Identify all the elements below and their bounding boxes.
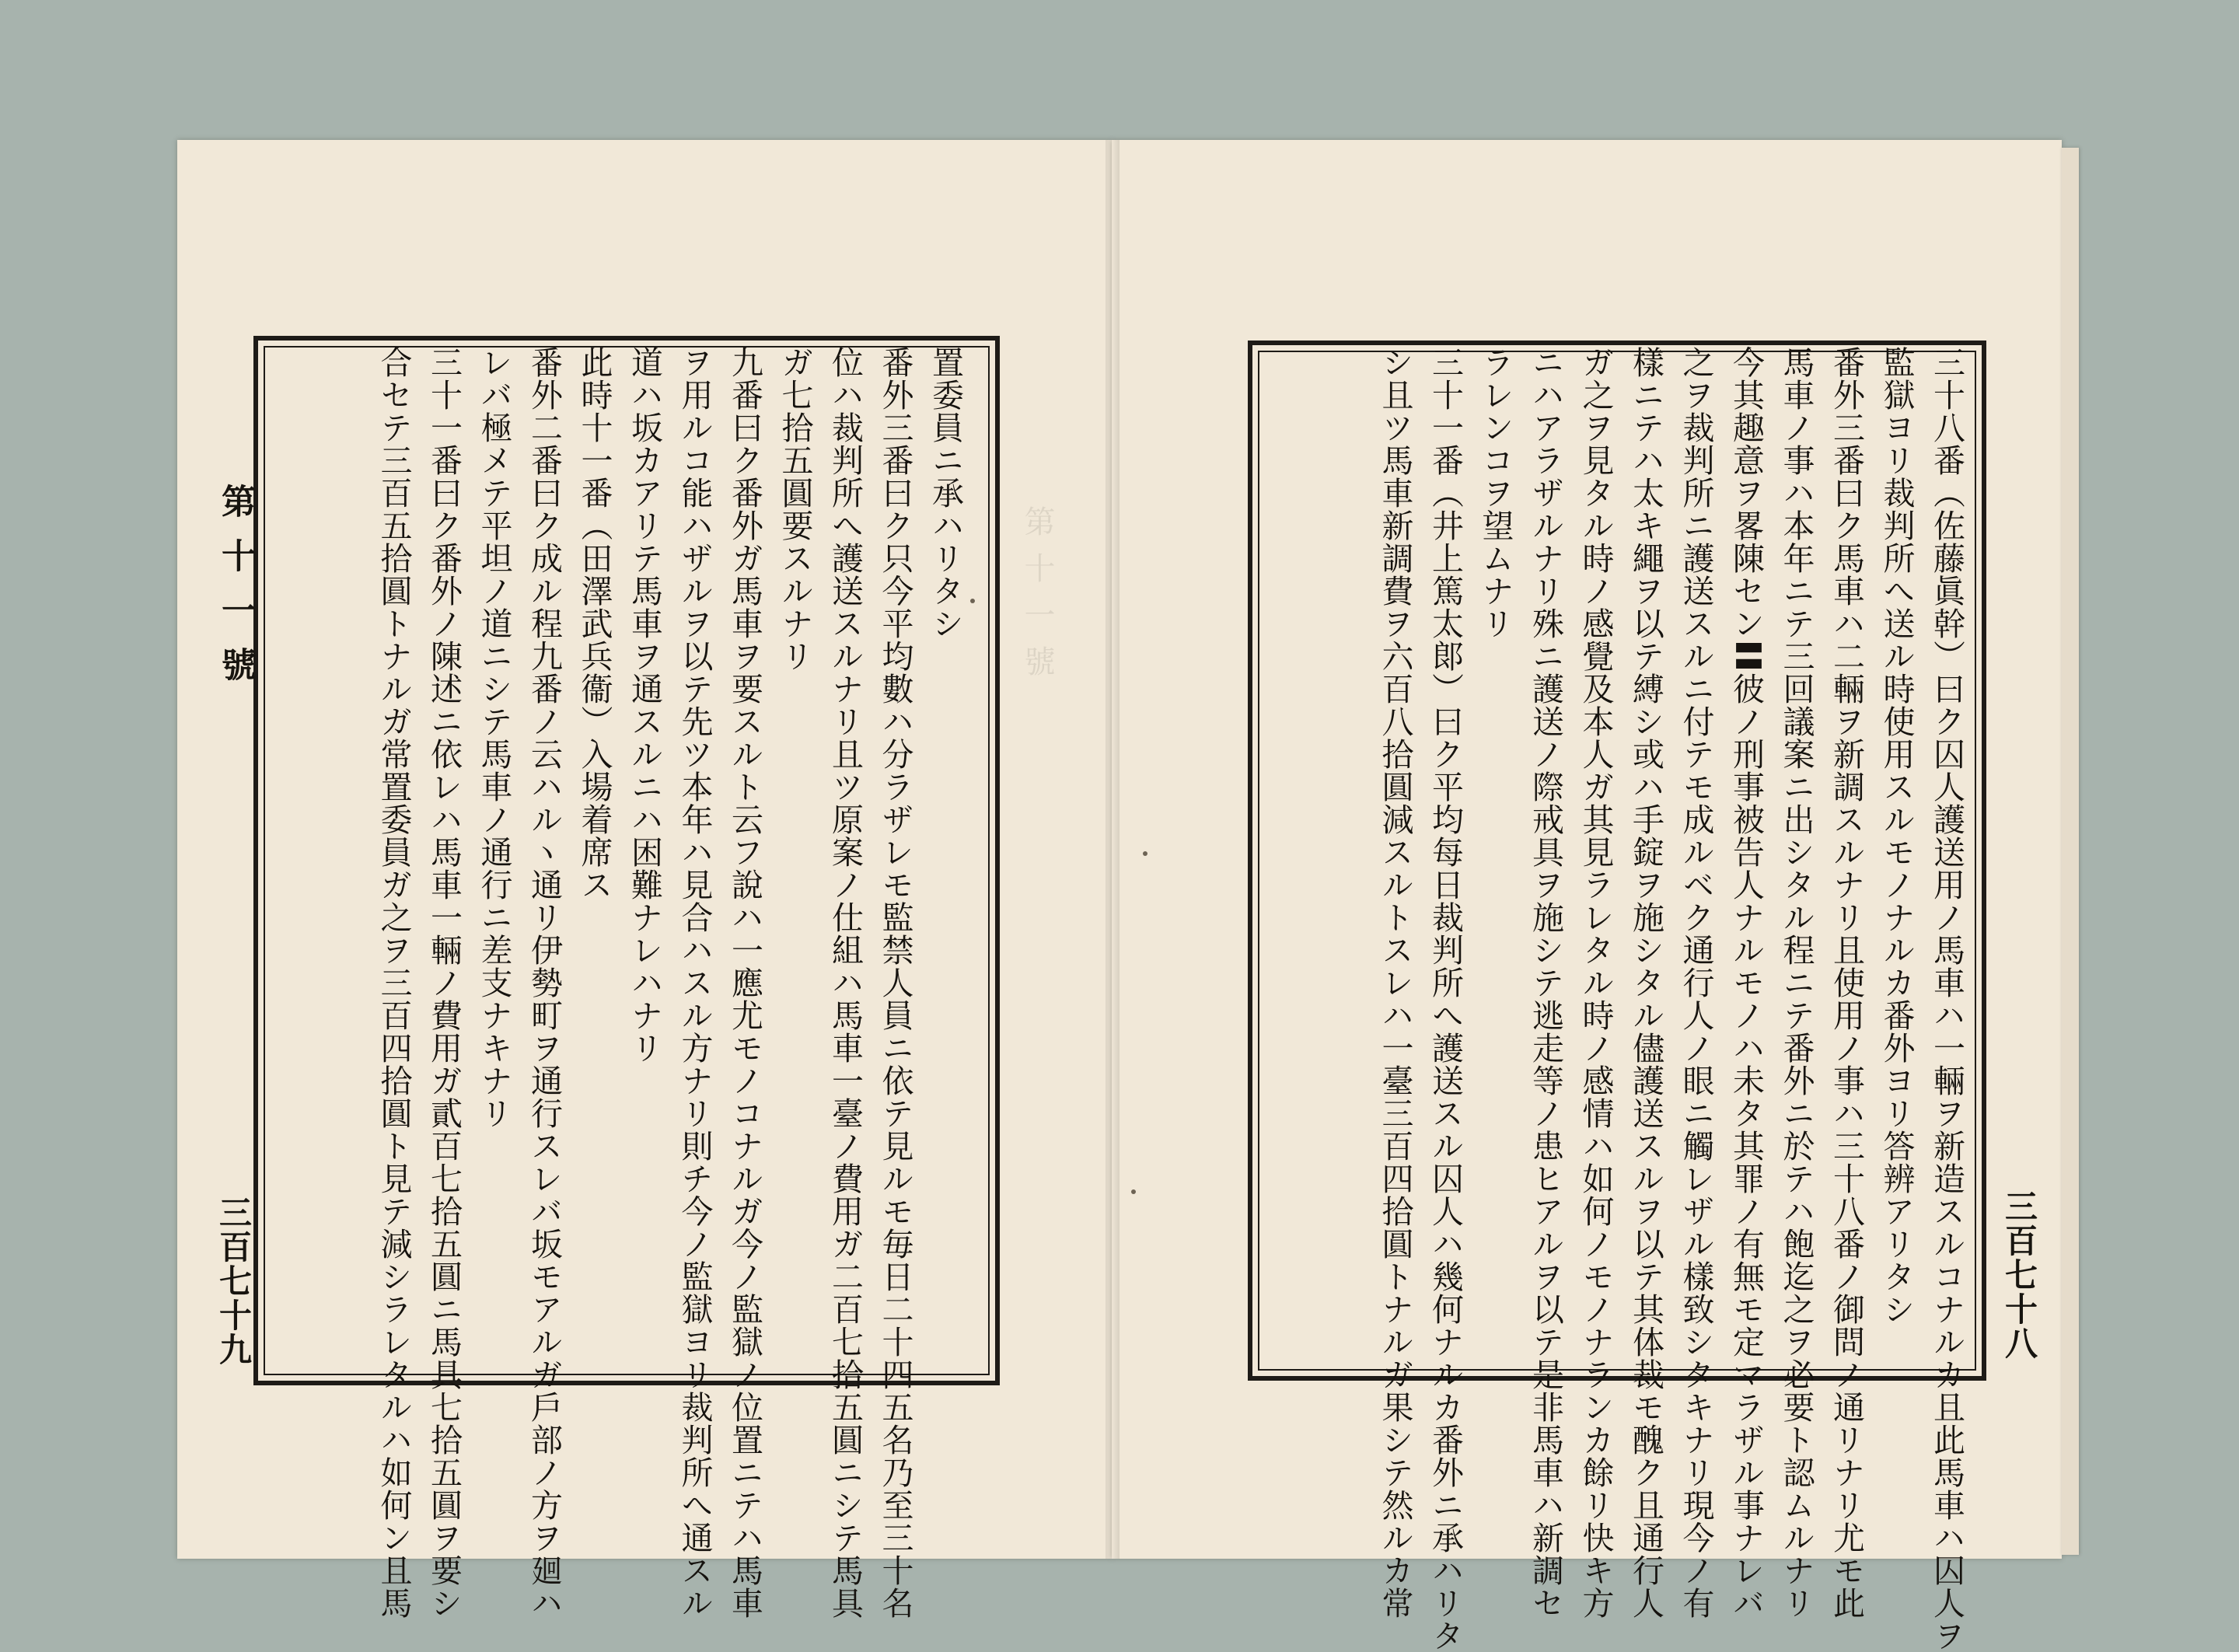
text-line: シ且ツ馬車新調費ヲ六百八拾圓減スルトスレハ一臺三百四拾圓トナルガ果シテ然ルカ常 xyxy=(1376,346,1414,1619)
text-line: 番外三番曰ク馬車ハ二輛ヲ新調スルナリ且使用ノ事ハ三十八番ノ御問ノ通リナリ尤モ此 xyxy=(1828,346,1865,1619)
text-line: 位ハ裁判所へ護送スルナリ且ツ原案ノ仕組ハ馬車一臺ノ費用ガ二百七拾五圓ニシテ馬具 xyxy=(826,346,864,1619)
book-gutter xyxy=(1106,140,1120,1559)
text-line: 番外二番曰ク成ル程九番ノ云ハルヽ通リ伊勢町ヲ通行スレバ坂モアルガ戶部ノ方ヲ廻ハ xyxy=(526,346,563,1619)
left-page-number: 三百七十九 xyxy=(215,1196,253,1367)
text-line: 三十一番（井上篤太郞）曰ク平均每日裁判所へ護送スル囚人ハ幾何ナルカ番外ニ承ハリタ xyxy=(1427,346,1464,1652)
text-line: 樣ニテハ太キ繩ヲ以テ縛シ或ハ手錠ヲ施シタル儘護送スルヲ以テ其体裁モ醜ク且通行人 xyxy=(1627,346,1664,1619)
text-line: 三十一番曰ク番外ノ陳述ニ依レハ馬車一輛ノ費用ガ貳百七拾五圓ニ馬具七拾五圓ヲ要シ xyxy=(425,346,463,1619)
text-line: 今其趣意ヲ畧陳セン〓彼ノ刑事被告人ナルモノハ未タ其罪ノ有無モ定マラザル事ナレバ xyxy=(1727,346,1765,1619)
text-line: ガ之ヲ見タル時ノ感覺及本人ガ其見ラレタル時ノ感情ハ如何ノモノナランカ餘リ快キ方 xyxy=(1577,346,1615,1619)
text-line: 九番曰ク番外ガ馬車ヲ要スルト云フ說ハ一應尤モノコナルガ今ノ監獄ノ位置ニテハ馬車 xyxy=(726,346,763,1619)
paper-speck xyxy=(970,599,975,603)
text-line: レバ極メテ平坦ノ道ニシテ馬車ノ通行ニ差支ナキナリ xyxy=(475,346,513,1130)
text-line: 合セテ三百五拾圓トナルガ常置委員ガ之ヲ三百四拾圓ト見テ減シラレタルハ如何ン且馬 xyxy=(375,346,413,1619)
text-line: 此時十一番（田澤武兵衞）入場着席ス xyxy=(575,346,613,901)
issue-heading: 第十一號 xyxy=(215,484,255,701)
text-line: 監獄ヨリ裁判所へ送ル時使用スルモノナルカ番外ヨリ答辨アリタシ xyxy=(1877,346,1916,1325)
right-page-number: 三百七十八 xyxy=(2000,1189,2038,1360)
text-line: 置委員ニ承ハリタシ xyxy=(927,346,964,640)
text-line: 三十八番（佐藤眞幹）曰ク囚人護送用ノ馬車ハ一輛ヲ新造スルコナルカ且此馬車ハ囚人ヲ xyxy=(1928,346,1965,1652)
text-line: ニハアラザルナリ殊ニ護送ノ際戒具ヲ施シテ逃走等ノ患ヒアルヲ以テ是非馬車ハ新調セ xyxy=(1527,346,1564,1619)
text-line: ガ七拾五圓要スルナリ xyxy=(776,346,814,672)
paper-speck xyxy=(1131,1189,1136,1194)
right-body-text xyxy=(1272,346,1972,1652)
text-line: 番外三番曰ク只今平均數ハ分ラザレモ監禁人員ニ依テ見ルモ毎日二十四五名乃至三十名 xyxy=(876,346,914,1619)
paper-speck xyxy=(1143,851,1147,856)
bleed-through-heading: 第十一號 xyxy=(1019,505,1055,692)
text-line: ヲ用ルコ能ハザルヲ以テ先ツ本年ハ見合ハスル方ナリ則チ今ノ監獄ヨリ裁判所へ通スル xyxy=(676,346,714,1619)
text-line: 馬車ノ事ハ本年ニテ三回議案ニ出シタル程ニテ番外ニ於テハ飽迄之ヲ必要ト認ムルナリ xyxy=(1777,346,1815,1619)
page-edge xyxy=(2062,148,2079,1555)
text-line: 道ハ坂カアリテ馬車ヲ通スルニハ困難ナレハナリ xyxy=(626,346,663,1064)
text-line: 之ヲ裁判所ニ護送スルニ付テモ成ルベク通行人ノ眼ニ觸レザル樣致シタキナリ現今ノ有 xyxy=(1677,346,1715,1619)
left-body-text xyxy=(280,346,970,1619)
text-line: ラレンコヲ望ムナリ xyxy=(1476,346,1514,640)
